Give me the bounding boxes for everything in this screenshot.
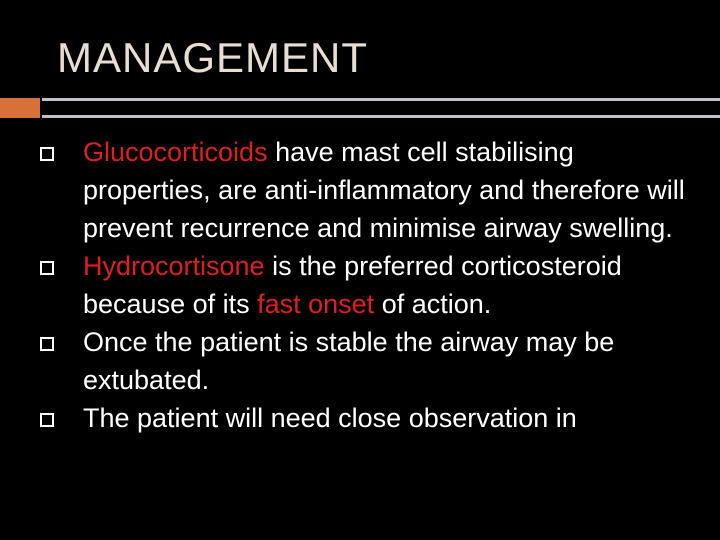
bullet-item xyxy=(40,399,700,437)
checkbox-square-icon xyxy=(40,261,54,275)
bullet-text: have mast cell stabilising properties, are anti-inflammatory and therefore will prevent recurrence and minimise airway swelling. xyxy=(83,137,685,243)
bullet-keyword: fast onset xyxy=(257,289,375,319)
bullet-text: of action. xyxy=(374,289,492,319)
slide-title: MANAGEMENT xyxy=(57,34,369,81)
bullet-item xyxy=(40,323,700,399)
title-rule xyxy=(42,98,720,118)
checkbox-square-icon xyxy=(40,337,54,351)
bullet-text: is the preferred corticosteroid because of its xyxy=(83,251,622,319)
checkbox-square-icon xyxy=(40,413,54,427)
bullet-keyword: Glucocorticoids xyxy=(83,137,268,167)
bullet-text: Once the patient is stable the airway may be extubated. xyxy=(83,327,615,395)
bullet-text: The patient will need close observation in xyxy=(83,403,577,433)
bullet-list xyxy=(40,133,700,437)
bullet-item xyxy=(40,133,700,247)
title-rule-accent xyxy=(0,98,40,118)
bullet-item xyxy=(40,247,700,323)
checkbox-square-icon xyxy=(40,147,54,161)
bullet-keyword: Hydrocortisone xyxy=(83,251,265,281)
